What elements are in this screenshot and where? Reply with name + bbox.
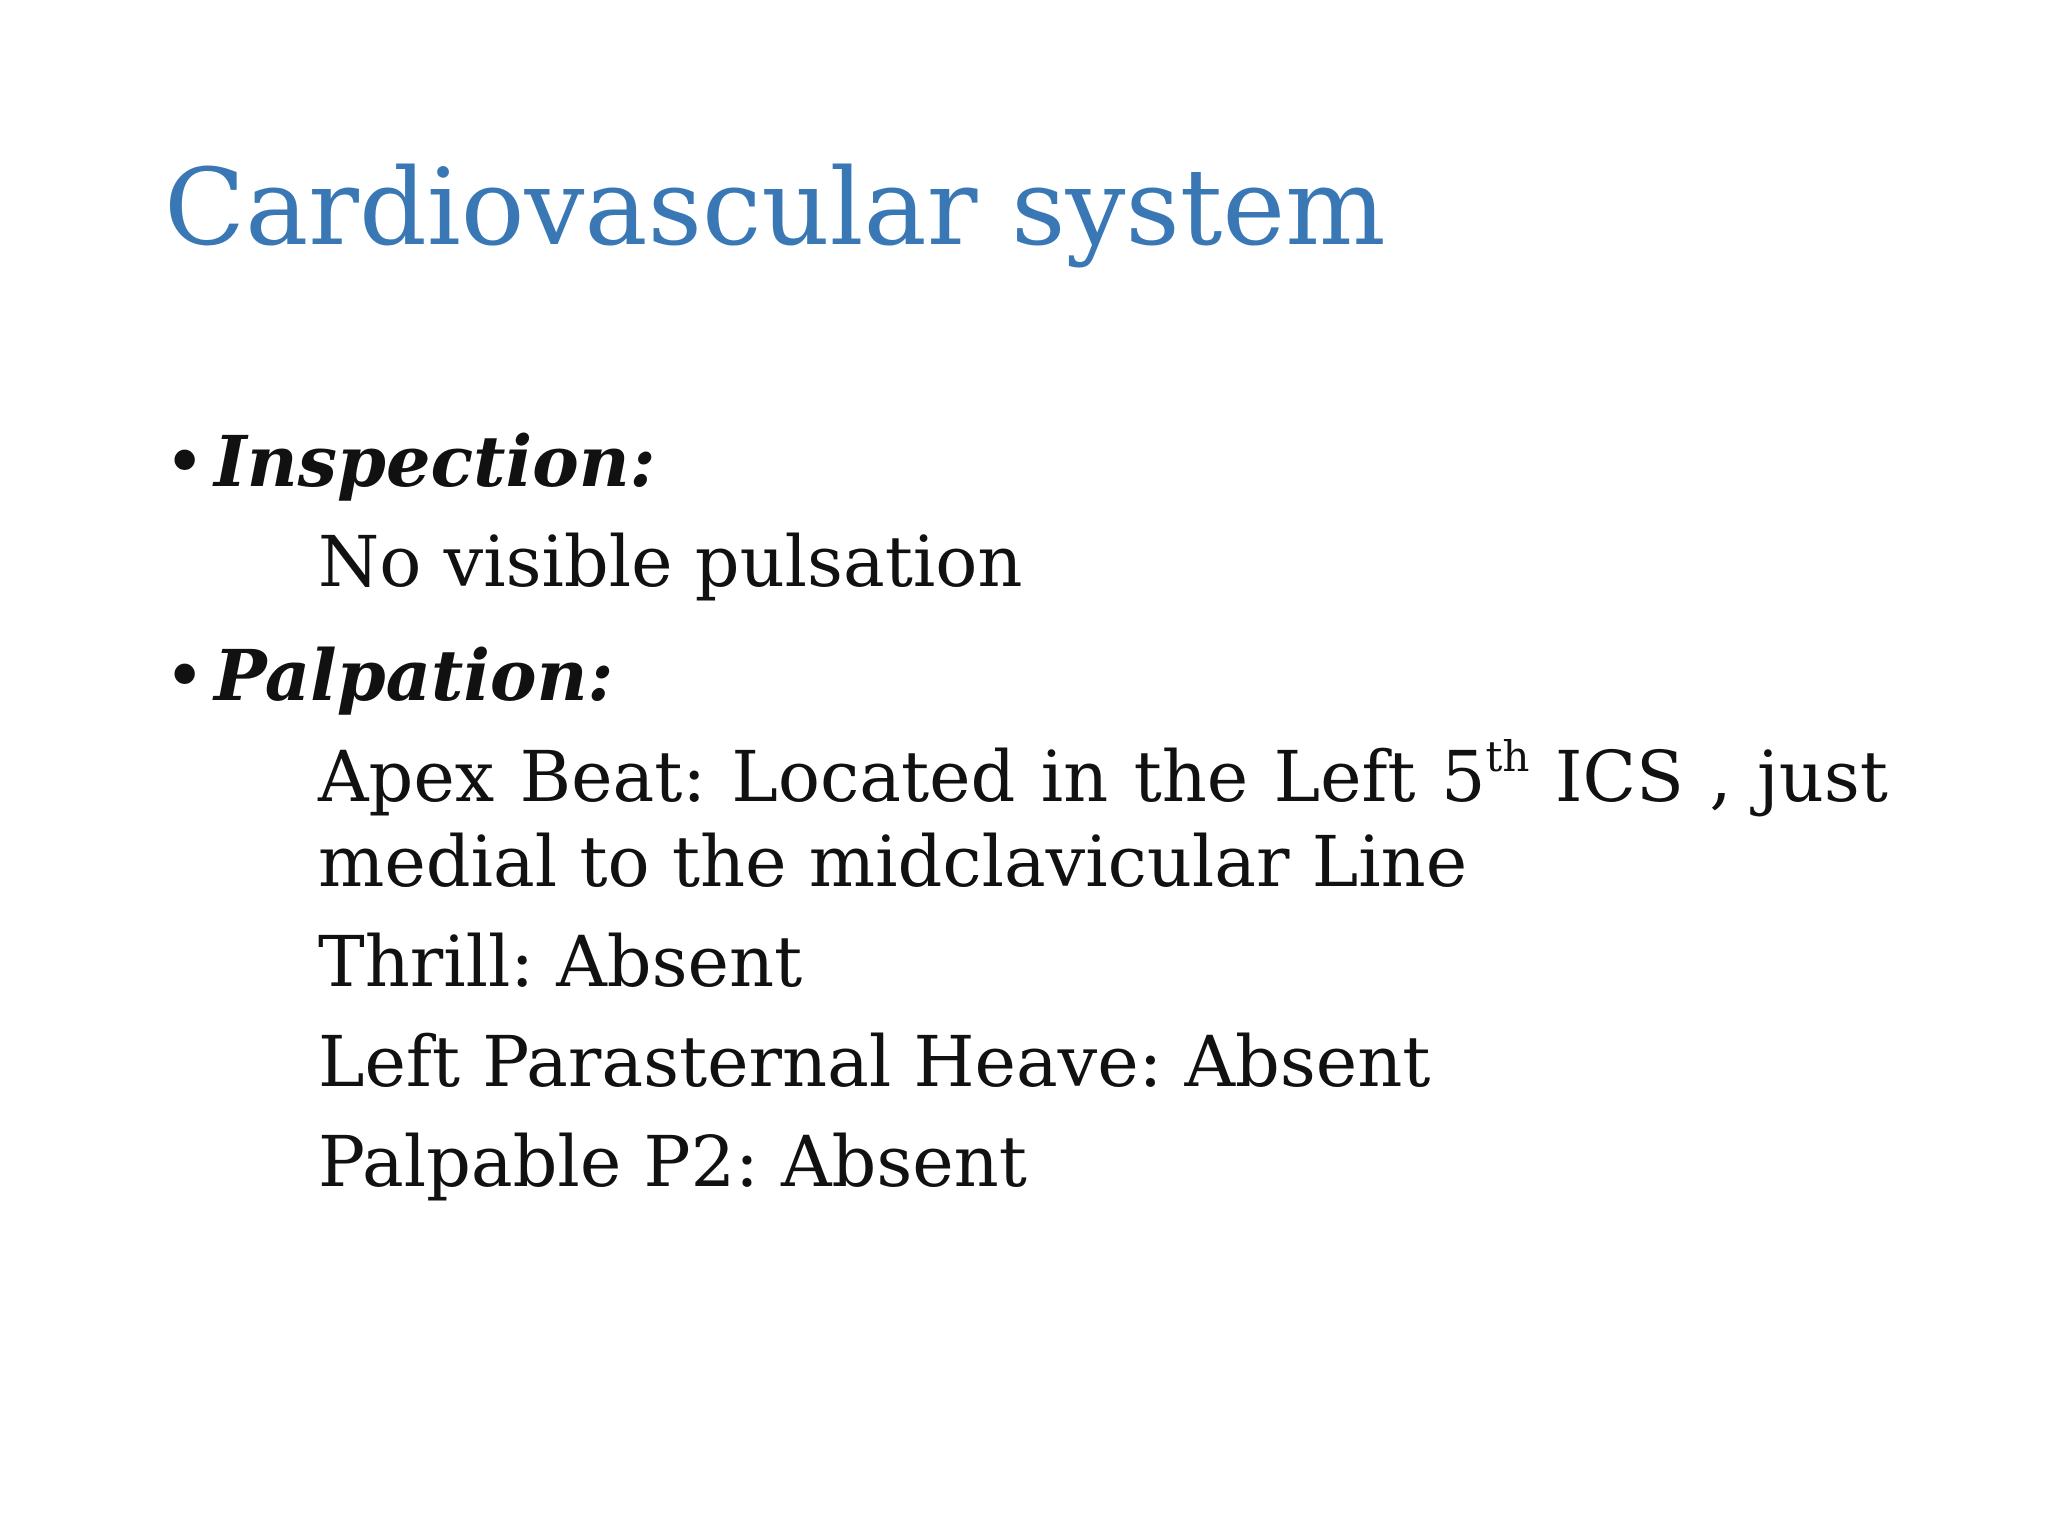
bullet-inspection [164,420,656,504]
palpable-p2-item: Palpable P2: Absent [318,1121,1027,1203]
apex-word: Located [731,736,1016,818]
inspection-item: No visible pulsation [318,521,1023,603]
thrill-item: Thrill: Absent [318,921,803,1003]
apex-word: Beat: [519,736,706,818]
apex-beat-item [318,732,1888,906]
apex-beat-line-2: medial to the midclavicular Line [318,821,1468,904]
bullet-palpation [164,634,613,718]
ordinal-base: 5 [1440,736,1486,818]
apex-word: just [1757,736,1888,818]
apex-ordinal [1440,732,1530,820]
parasternal-heave-item: Left Parasternal Heave: Absent [318,1021,1431,1103]
apex-word: ICS [1554,736,1684,818]
bullet-dot: • [164,635,206,717]
ordinal-suffix: th [1485,732,1530,781]
apex-word: the [1133,736,1249,818]
apex-word: Apex [318,736,495,818]
palpation-heading: Palpation: [214,634,614,717]
apex-beat-line-1 [318,732,1888,820]
inspection-heading: Inspection: [214,420,656,503]
apex-word: in [1040,736,1109,818]
slide-title: Cardiovascular system [164,146,1386,269]
apex-word: Left [1273,736,1416,818]
bullet-dot: • [164,421,206,503]
apex-word: , [1709,736,1732,818]
